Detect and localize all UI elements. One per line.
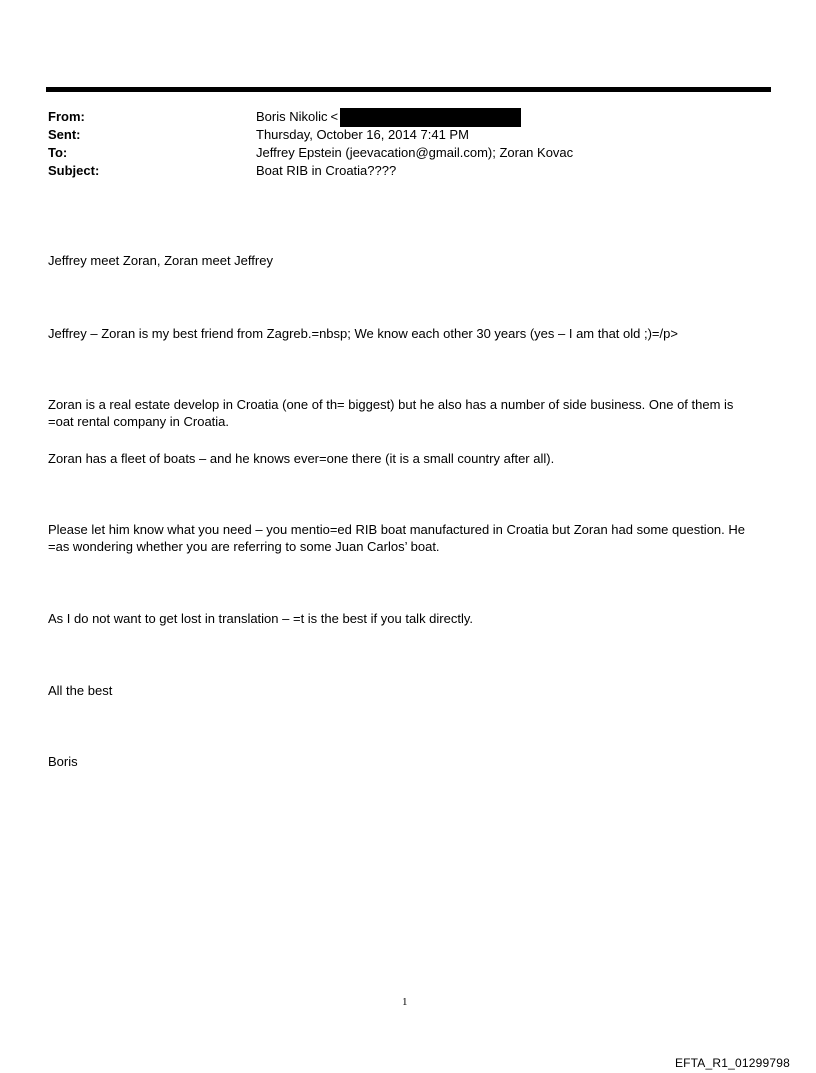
page-number: 1 — [402, 996, 408, 1008]
from-value-container — [256, 108, 521, 127]
header-rule — [46, 87, 771, 92]
to-row — [48, 144, 768, 162]
from-lt-mark: < — [330, 109, 339, 124]
from-row — [48, 108, 768, 126]
signature — [48, 753, 760, 770]
from-label: From: — [48, 109, 85, 124]
to-label: To: — [48, 145, 68, 160]
paragraph-text: Boris — [48, 754, 78, 769]
paragraph-text: Zoran has a fleet of boats – and he knows ever=one there (it is a small country after all). — [48, 451, 555, 466]
body-paragraph-3 — [48, 396, 760, 430]
body-paragraph-6 — [48, 610, 760, 627]
subject-row — [48, 162, 768, 180]
body-paragraph-2 — [48, 325, 760, 342]
to-value: Jeffrey Epstein (jeevacation@gmail.com); Zoran Kovac — [256, 145, 574, 160]
email-header — [48, 108, 768, 180]
paragraph-text: As I do not want to get lost in translation – =t is the best if you talk directly. — [48, 611, 474, 626]
body-paragraph-5 — [48, 521, 760, 555]
paragraph-text: Please let him know what you need – you mentio=ed RIB boat manufactured in Croatia but Zoran had some question. He =as wondering whether you are referring to some Juan Carlos’ boat. — [48, 522, 745, 554]
paragraph-text: Jeffrey – Zoran is my best friend from Zagreb.=nbsp; We know each other 30 years (yes – I am that old ;)=/p> — [48, 326, 678, 341]
from-value: Boris Nikolic — [256, 109, 328, 124]
sent-value: Thursday, October 16, 2014 7:41 PM — [256, 127, 469, 142]
sent-row — [48, 126, 768, 144]
subject-value: Boat RIB in Croatia???? — [256, 163, 397, 178]
body-paragraph-1 — [48, 252, 760, 269]
paragraph-text: Jeffrey meet Zoran, Zoran meet Jeffrey — [48, 253, 273, 268]
paragraph-text: Zoran is a real estate develop in Croatia (one of th= biggest) but he also has a number of side business. One of them is =oat rental company in Croatia. — [48, 397, 734, 429]
body-paragraph-4 — [48, 450, 760, 467]
sent-label: Sent: — [48, 127, 81, 142]
paragraph-text: All the best — [48, 683, 113, 698]
closing-line — [48, 682, 760, 699]
redaction-block — [340, 108, 521, 127]
subject-label: Subject: — [48, 163, 100, 178]
bates-number: EFTA_R1_01299798 — [674, 1056, 790, 1070]
